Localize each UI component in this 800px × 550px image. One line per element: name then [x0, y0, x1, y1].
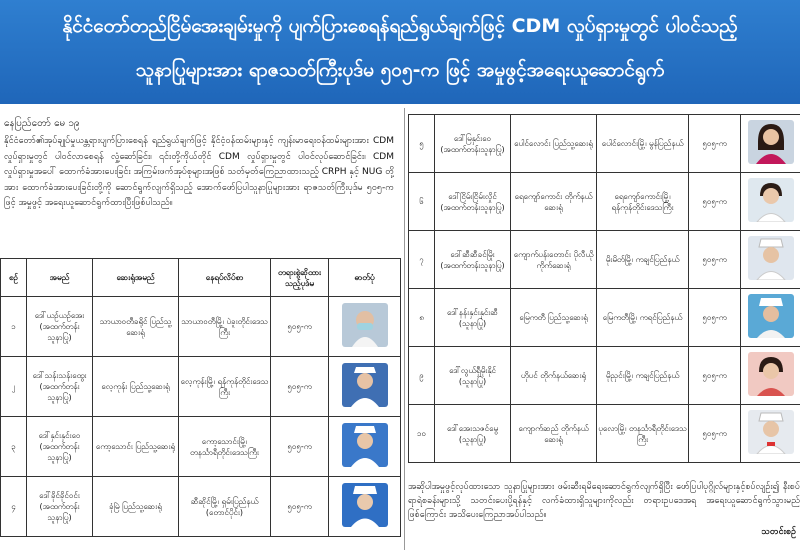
- row-section: ၅၀၅-က: [271, 417, 329, 477]
- row-name: ဒေါ်ဆီဆီခင်မြိုး (အထက်တန်းသူနာပြု): [435, 231, 511, 289]
- row-photo-cell: [741, 405, 800, 463]
- row-photo-cell: [741, 115, 800, 173]
- nurse-photo: [342, 483, 388, 527]
- row-name: ဒေါ်ခိုင်ခိုင်ဝင်း (အထက်တန်းသူနာပြု): [27, 477, 93, 537]
- nurse-photo: [748, 178, 794, 222]
- row-hospital: သာယာဝတီခရိုင် ပြည်သူ့ဆေးရုံ: [93, 297, 179, 357]
- headline-line-2: သူနာပြုများအား ရာဇသတ်ကြီးပုဒ်မ ၅၀၅-က ဖြင့် အမှုဖွင့်အရေးယူဆောင်ရွက်: [135, 59, 665, 81]
- row-address: ပုလောမြို့၊ တနင်္သာရီတိုင်းဒေသကြီး: [597, 405, 689, 463]
- article-paragraph: နိုင်ငံတော်၏အုပ်ချုပ်မှုယန္တရားပျက်ပြားစေရန် ရည်ရွယ်ချက်ဖြင့် နိုင်ငံ့ဝန်ထမ်းများနှင့် ကျန်းမာရေးဝန်ထမ်းများအား CDM လှုပ်ရှားမှုတွင် ပါဝင်လာစေရန် လှုံ့ဆော်ခြင်း၊ ၎င်းတို့ကိုယ်တိုင် CDM လှုပ်ရှားမှုတွင် ပါဝင်လုပ်ဆောင်ခြင်း၊ CDM လှုပ်ရှားမှုအပေါ် ထောက်ခံအားပေးခြင်း အကြမ်းဖက်အုပ်စုများအဖြစ် သတ်မှတ်ကြေညာထားသည့် CRPH နှင့် NUG တို့အား ထောက်ခံအားပေးခြင်းတို့ကို ဆောင်ရွက်လျက်ရှိသည့် အောက်ဖော်ပြပါသူနာပြုများအား ရာဇသတ်ကြီးပုဒ်မ ၅၀၅-က ဖြင့် အမှုဖွင့် အရေးယူဆောင်ရွက်ထားပြီးဖြစ်ပါသည်။: [4, 136, 394, 209]
- row-name: ဒေါ်နန်းနှင်းနှင်းဆီ (သူနာပြု): [435, 289, 511, 347]
- row-no: ၃: [1, 417, 27, 477]
- headline-line-1: နိုင်ငံတော်တည်ငြိမ်အေးချမ်းမှုကို ပျက်ပြားစေရန်ရည်ရွယ်ချက်ဖြင့် CDM လှုပ်ရှားမှုတွင် ပါဝင်သည့်: [62, 15, 738, 37]
- row-no: ၁၀: [409, 405, 435, 463]
- table-row: [409, 289, 800, 347]
- header-photo: ဓာတ်ပုံ: [329, 259, 401, 297]
- row-photo-cell: [329, 297, 401, 357]
- header-no: စဉ်: [1, 259, 27, 297]
- row-address: ကော့သောင်းမြို့၊ တနင်္သာရီတိုင်းဒေသကြီး: [179, 417, 271, 477]
- row-address: ဆီဆိုင်မြို့၊ ရှမ်းပြည်နယ် (တောင်ပိုင်း): [179, 477, 271, 537]
- nurse-photo: [748, 410, 794, 454]
- row-hospital: ဟိုပင် တိုက်နယ်ဆေးရုံ: [511, 347, 597, 405]
- header-address: နေရပ်လိပ်စာ: [179, 259, 271, 297]
- row-section: ၅၀၅-က: [689, 173, 741, 231]
- table-row: [1, 417, 401, 477]
- column-divider: [404, 108, 405, 550]
- table-row: [409, 347, 800, 405]
- row-no: ၇: [409, 231, 435, 289]
- row-no: ၂: [1, 357, 27, 417]
- nurse-table-right: [408, 114, 800, 463]
- closing-paragraph: အဆိုပါအမှုဖွင့်လုပ်ထားသော သူနာပြုများအား ဖမ်းဆီးရမိရေးဆောင်ရွက်လျက်ရှိပြီး ဖော်ပြပါပုဂ္ဂိုလ်များနှင့်စပ်လျဉ်း၍ နီးစပ်ရာရဲစခန်းများသို့ သတင်းပေးပို့ရန်နှင့် လက်ခံထားရှိသူများကိုလည်း တရားဥပဒေအရ အရေးယူဆောင်ရွက်သွားမည်ဖြစ်ကြောင်း အသိပေးကြေညာအပ်ပါသည်။: [408, 482, 800, 520]
- dateline: နေပြည်တော် မေ ၁၉: [4, 118, 80, 129]
- row-name: ဒေါ်လွယ်ရှီမိုးနိုင် (သူနာပြု): [435, 347, 511, 405]
- header-section: တရားစွဲဆိုထားသည့်ပုဒ်မ: [271, 259, 329, 297]
- row-photo-cell: [329, 477, 401, 537]
- row-section: ၅၀၅-က: [689, 115, 741, 173]
- row-photo-cell: [741, 231, 800, 289]
- row-hospital: ပေါင်လောင်း ပြည်သူ့ဆေးရုံ: [511, 115, 597, 173]
- table-row: [409, 405, 800, 463]
- row-name: ဒေါ်အေးသဇင်မွေ (သူနာပြု): [435, 405, 511, 463]
- table-row: [1, 297, 401, 357]
- row-hospital: လေ့ကုန်း ပြည်သူ့ဆေးရုံ: [93, 357, 179, 417]
- table-row: [1, 357, 401, 417]
- row-address: မိုညှင်းမြို့၊ ကချင်ပြည်နယ်: [597, 347, 689, 405]
- source-signature: သတင်းစဉ်: [761, 527, 796, 537]
- headline-banner: [0, 0, 800, 104]
- row-photo-cell: [329, 357, 401, 417]
- row-no: ၅: [409, 115, 435, 173]
- row-no: ၄: [1, 477, 27, 537]
- row-section: ၅၀၅-က: [689, 231, 741, 289]
- row-name: ဒေါ်ယဉ်ယဉ်အေး (အထက်တန်းသူနာပြု): [27, 297, 93, 357]
- table-row: [409, 173, 800, 231]
- row-section: ၅၀၅-က: [271, 297, 329, 357]
- row-section: ၅၀၅-က: [689, 289, 741, 347]
- row-name: ဒေါ်သန်းသန်းထွေး (အထက်တန်းသူနာပြု): [27, 357, 93, 417]
- row-no: ၉: [409, 347, 435, 405]
- row-photo-cell: [741, 289, 800, 347]
- row-section: ၅၀၅-က: [689, 347, 741, 405]
- row-no: ၆: [409, 173, 435, 231]
- row-hospital: ခုံမြဲ ပြည်သူ့ဆေးရုံ: [93, 477, 179, 537]
- header-hospital: ဆေးရုံအမည်: [93, 259, 179, 297]
- row-section: ၅၀၅-က: [271, 477, 329, 537]
- row-address: သာယာဝတီမြို့၊ ပဲခူးတိုင်းဒေသကြီး: [179, 297, 271, 357]
- row-name: ဒေါ်ငြိမ်းငြိမ်းလှိုင် (အထက်တန်းသူနာပြု): [435, 173, 511, 231]
- row-address: ရေကျော်ကောင်းမြို့၊ ရန်ကုန်တိုင်းဒေသကြီး: [597, 173, 689, 231]
- nurse-photo: [342, 423, 388, 467]
- nurse-photo: [342, 363, 388, 407]
- row-section: ၅၀၅-က: [271, 357, 329, 417]
- row-name: ဒေါ်နှင်းနှင်းဝေ (အထက်တန်းသူနာပြု): [27, 417, 93, 477]
- nurse-photo: [748, 294, 794, 338]
- table-row: [1, 477, 401, 537]
- row-address: မြေကတီမြို့၊ ကရင်ပြည်နယ်: [597, 289, 689, 347]
- article-left-column: [0, 112, 400, 550]
- table-row: [409, 231, 800, 289]
- header-name: အမည်: [27, 259, 93, 297]
- nurse-photo: [342, 303, 388, 347]
- table-row: [409, 115, 800, 173]
- row-hospital: ရေကျော်ကောင်း တိုက်နယ်ဆေးရုံ: [511, 173, 597, 231]
- row-hospital: ကော့သောင်း ပြည်သူ့ဆေးရုံ: [93, 417, 179, 477]
- row-photo-cell: [741, 173, 800, 231]
- row-section: ၅၀၅-က: [689, 405, 741, 463]
- nurse-photo: [748, 120, 794, 164]
- row-no: ၁: [1, 297, 27, 357]
- row-photo-cell: [329, 417, 401, 477]
- row-hospital: ကျောက်ဆည် တိုက်နယ်ဆေးရုံ: [511, 405, 597, 463]
- row-address: ပေါင်လောင်းမြို့၊ မွန်ပြည်နယ်: [597, 115, 689, 173]
- nurse-photo: [748, 352, 794, 396]
- nurse-table-left: [0, 258, 401, 537]
- row-hospital: မြေကတီ ပြည်သူ့ဆေးရုံ: [511, 289, 597, 347]
- row-photo-cell: [741, 347, 800, 405]
- row-hospital: ကျောက်ပန်းတောင်း ပိုလီယိုကိုက်ဆေးရုံ: [511, 231, 597, 289]
- row-address: မိုးမိတ်မြို့၊ ကချင်ပြည်နယ်: [597, 231, 689, 289]
- row-address: လေ့ကုန်းမြို့၊ ရန်ကုန်တိုင်းဒေသကြီး: [179, 357, 271, 417]
- table-header-row: [1, 259, 401, 297]
- row-name: ဒေါ်မြနှင်းဝေ (အထက်တန်းသူနာပြု): [435, 115, 511, 173]
- row-no: ၈: [409, 289, 435, 347]
- nurse-photo: [748, 236, 794, 280]
